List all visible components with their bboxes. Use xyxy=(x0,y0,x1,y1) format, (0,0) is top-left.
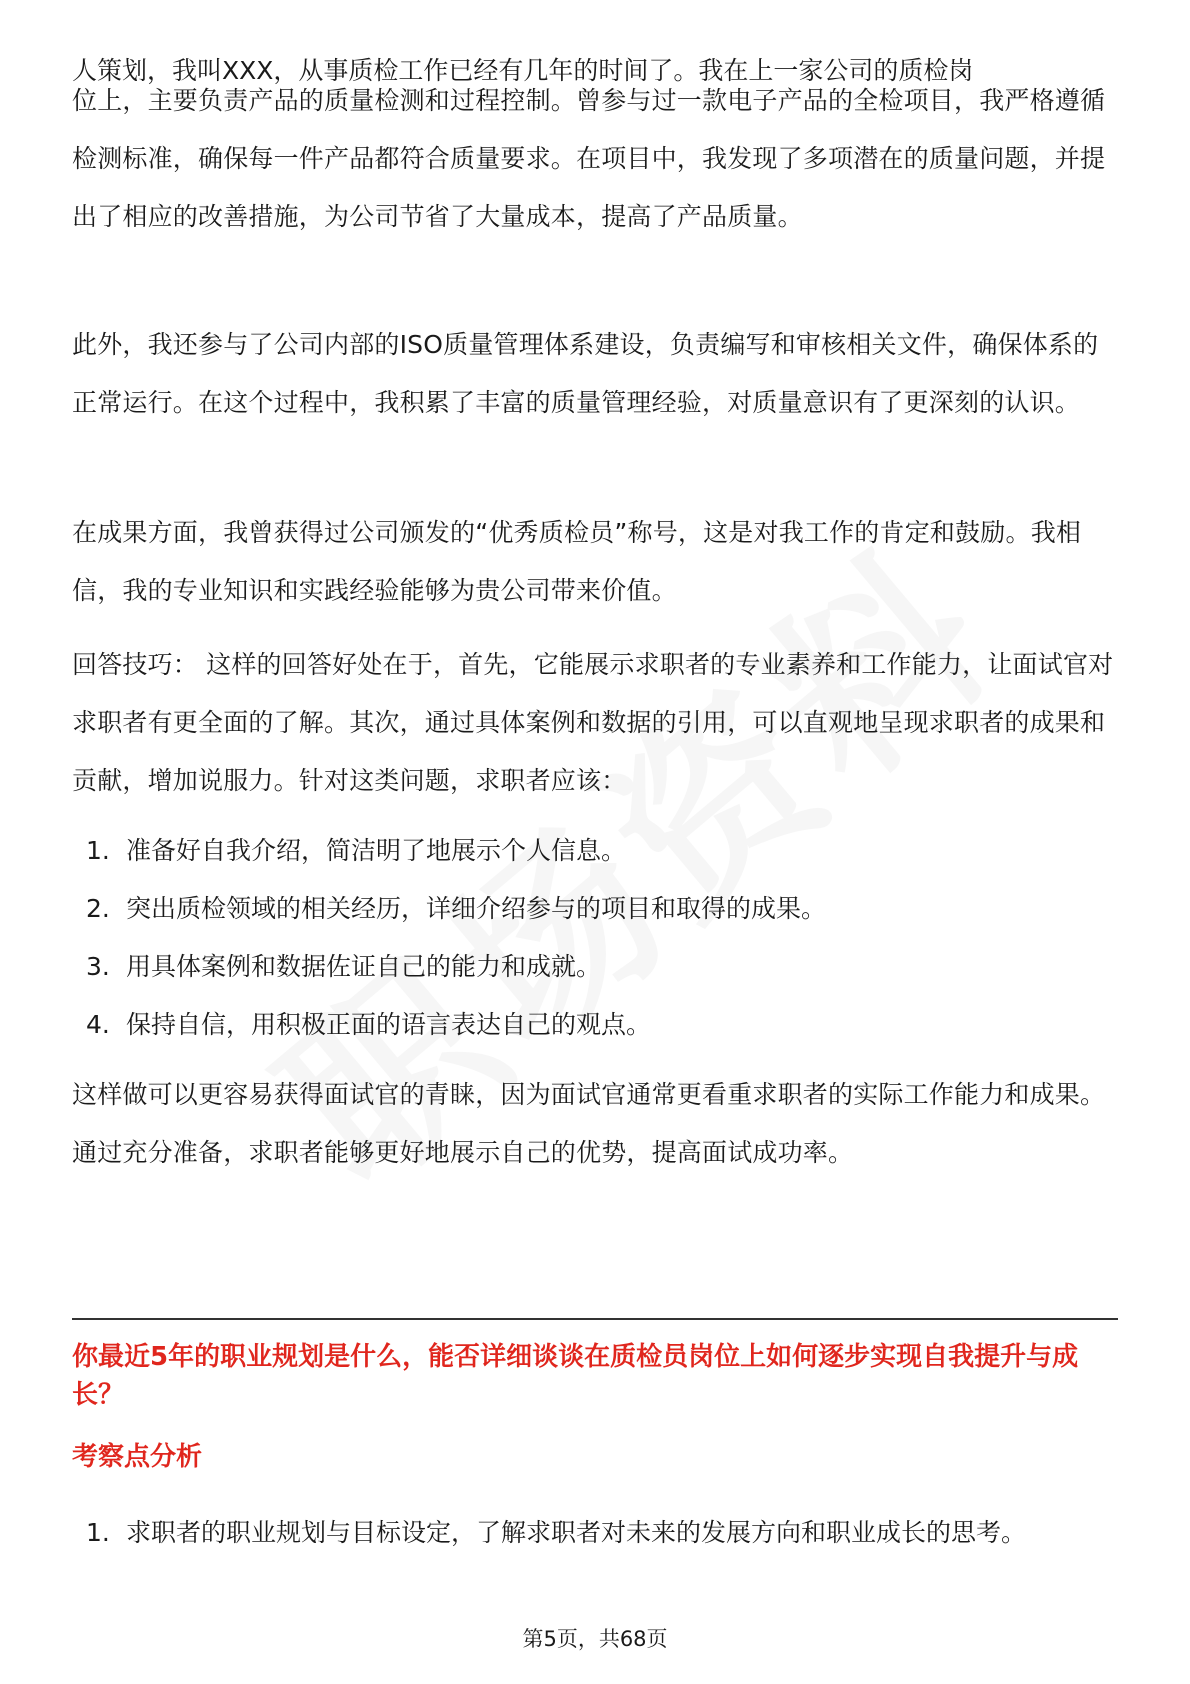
cut-off-text: 人策划，我叫XXX，从事质检工作已经有几年的时间了。我在上一家公司的质检岗 xyxy=(72,56,974,85)
tips-list xyxy=(72,822,1118,1054)
interview-question: 你最近5年的职业规划是什么，能否详细谈谈在质检员岗位上如何逐步实现自我提升与成长？ xyxy=(72,1342,1079,1410)
list-item: 2. 突出质检领域的相关经历，详细介绍参与的项目和取得的成果。 xyxy=(86,894,827,923)
closing-paragraph: 这样做可以更容易获得面试官的青睐，因为面试官通常更看重求职者的实际工作能力和成果。通过充分准备，求职者能够更好地展示自己的优势，提高面试成功率。 xyxy=(72,1080,1106,1167)
answer-tips-paragraph: 回答技巧： 这样的回答好处在于，首先，它能展示求职者的专业素养和工作能力，让面试官对求职者有更全面的了解。其次，通过具体案例和数据的引用，可以直观地呈现求职者的成果和贡献，增加说服力。针对这类问题，求职者应该： xyxy=(72,650,1114,795)
section-title: 考察点分析 xyxy=(72,1442,203,1472)
list-item: 1. 准备好自我介绍，简洁明了地展示个人信息。 xyxy=(86,836,627,865)
paragraph-2: 此外，我还参与了公司内部的ISO质量管理体系建设，负责编写和审核相关文件，确保体系的正常运行。在这个过程中，我积累了丰富的质量管理经验，对质量意识有了更深刻的认识。 xyxy=(72,330,1099,417)
paragraph-1: 位上，主要负责产品的质量检测和过程控制。曾参与过一款电子产品的全检项目，我严格遵循检测标准，确保每一件产品都符合质量要求。在项目中，我发现了多项潜在的质量问题，并提出了相应的改善措施，为公司节省了大量成本，提高了产品质量。 xyxy=(72,86,1106,231)
paragraph-3: 在成果方面，我曾获得过公司颁发的“优秀质检员”称号，这是对我工作的肯定和鼓励。我相信，我的专业知识和实践经验能够为贵公司带来价值。 xyxy=(72,518,1082,605)
section-divider xyxy=(72,1318,1118,1320)
list-item: 1. 求职者的职业规划与目标设定，了解求职者对未来的发展方向和职业成长的思考。 xyxy=(86,1518,1027,1547)
list-item: 3. 用具体案例和数据佐证自己的能力和成就。 xyxy=(86,952,602,981)
cut-off-top-line xyxy=(72,22,1118,85)
page-footer: 第5页，共68页 xyxy=(522,1627,668,1651)
list-item: 4. 保持自信，用积极正面的语言表达自己的观点。 xyxy=(86,1010,652,1039)
analysis-list xyxy=(72,1504,1118,1562)
